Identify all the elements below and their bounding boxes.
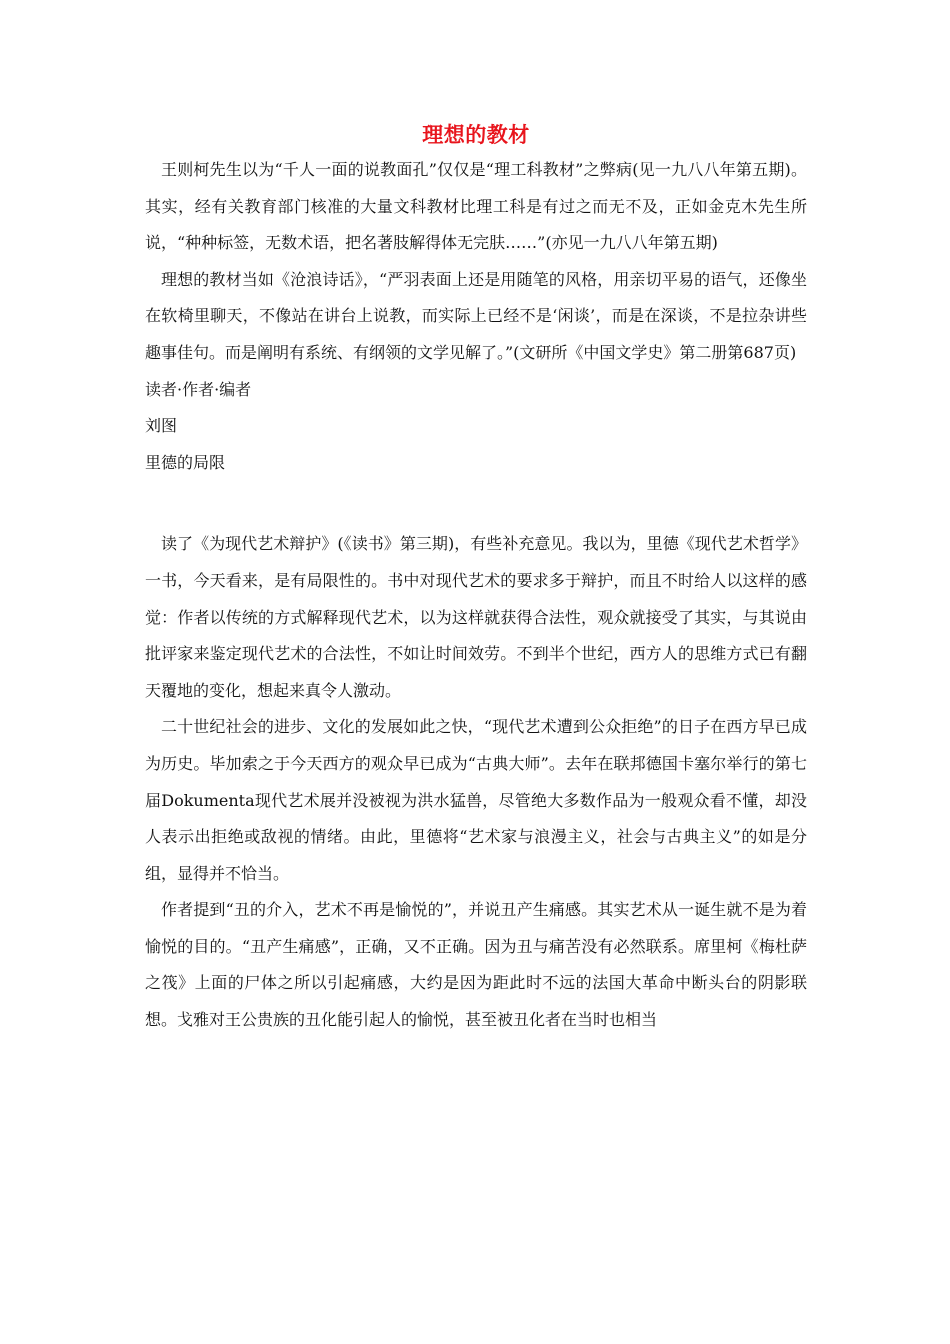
article-subtitle: 里德的局限	[145, 452, 226, 472]
paragraph-4: 二十世纪社会的进步、文化的发展如此之快，“现代艺术遭到公众拒绝”的日子在西方早已成为历史。毕加索之于今天西方的观众早已成为“古典大师”。去年在联邦德国卡塞尔举行的第七届Dokumenta现代艺术展并没被视为洪水猛兽，尽管绝大多数作品为一般观众看不懂，却没人表示出拒绝或敌视的情绪。由此，里德将“艺术家与浪漫主义，社会与古典主义”的如是分组，显得并不恰当。	[145, 717, 807, 883]
column-name: 读者·作者·编者	[145, 379, 252, 399]
paragraph-5: 作者提到“丑的介入，艺术不再是愉悦的”，并说丑产生痛感。其实艺术从一诞生就不是为着愉悦的目的。“丑产生痛感”，正确，又不正确。因为丑与痛苦没有必然联系。席里柯《梅杜萨之筏》上面的尸体之所以引起痛感，大约是因为距此时不远的法国大革命中断头台的阴影联想。戈雅对王公贵族的丑化能引起人的愉悦，甚至被丑化者在当时也相当	[145, 900, 807, 1030]
paragraph-1: 王则柯先生以为“千人一面的说教面孔”仅仅是“理工科教材”之弊病(见一九八八年第五期)。其实，经有关教育部门核准的大量文科教材比理工科是有过之而无不及，正如金克木先生所说，“种种标签，无数术语，把名著肢解得体无完肤……”(亦见一九八八年第五期)	[145, 160, 807, 253]
spacer	[145, 481, 807, 526]
paragraph-2: 理想的教材当如《沧浪诗话》，“严羽表面上还是用随笔的风格，用亲切平易的语气，还像坐在软椅里聊天，不像站在讲台上说教，而实际上已经不是‘闲谈’，而是在深谈，不是拉杂讲些趣事佳句。而是阐明有系统、有纲领的文学见解了。”(文研所《中国文学史》第二册第687页)	[145, 269, 807, 362]
document-page	[145, 118, 807, 1039]
article-title: 理想的教材	[422, 122, 530, 147]
paragraph-3: 读了《为现代艺术辩护》(《读书》第三期)，有些补充意见。我以为，里德《现代艺术哲学》一书，今天看来，是有局限性的。书中对现代艺术的要求多于辩护，而且不时给人以这样的感觉：作者以传统的方式解释现代艺术，以为这样就获得合法性，观众就接受了其实，与其说由批评家来鉴定现代艺术的合法性，不如让时间效劳。不到半个世纪，西方人的思维方式已有翻天覆地的变化，想起来真令人激动。	[145, 534, 807, 700]
author-name: 刘图	[145, 416, 178, 436]
